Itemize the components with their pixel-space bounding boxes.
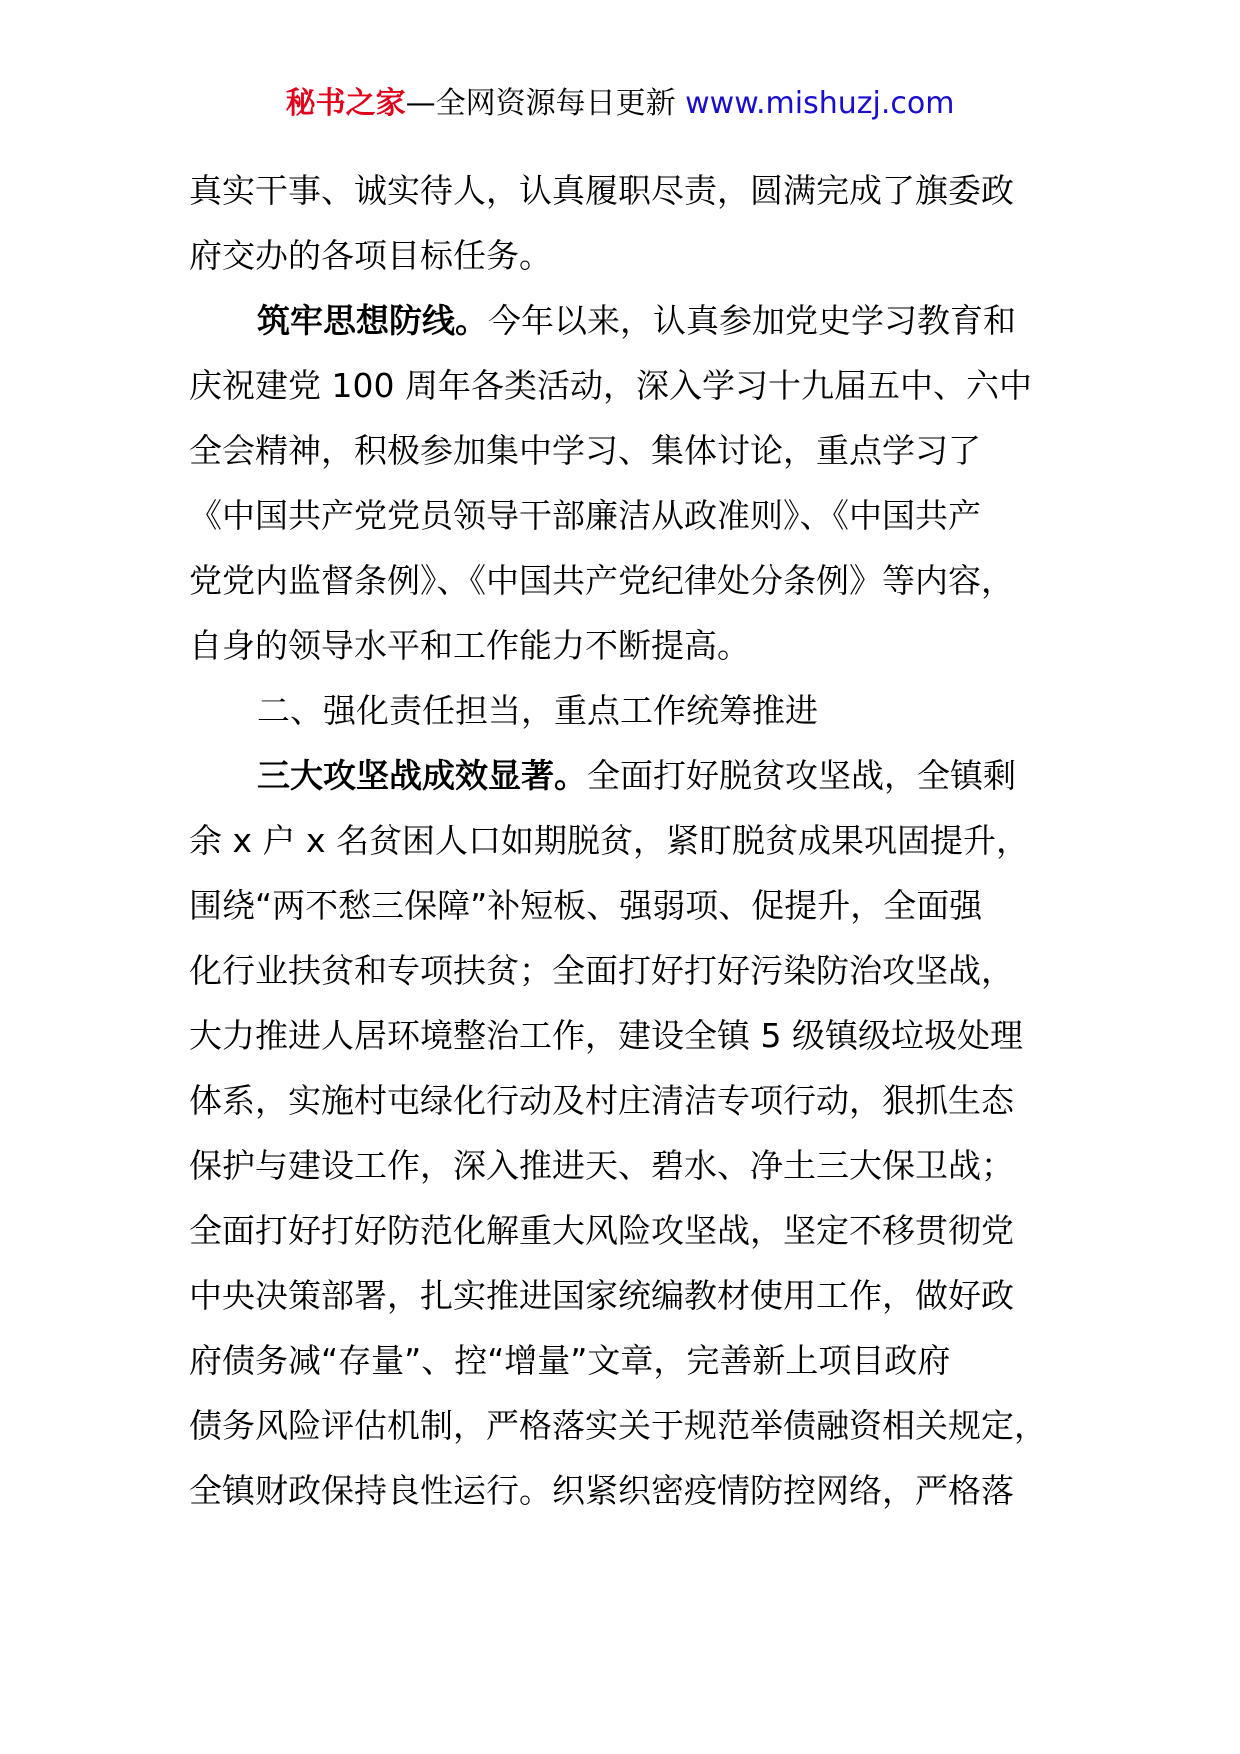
text-span: 今年以来，认真参加党史学习教育和 xyxy=(488,301,1016,340)
text-line: 围绕“两不愁三保障”补短板、强弱项、促提升，全面强 xyxy=(189,886,983,925)
text-line: 保护与建设工作，深入推进天、碧水、净土三大保卫战； xyxy=(189,1146,1014,1185)
page-header xyxy=(0,84,1240,124)
text-line xyxy=(189,288,1069,353)
text-line: 全会精神，积极参加集中学习、集体讨论，重点学习了 xyxy=(189,431,981,470)
text-line: 体系，实施村屯绿化行动及村庄清洁专项行动，狠抓生态 xyxy=(189,1081,1014,1120)
paragraph-ideological-defense xyxy=(189,288,1069,678)
section-heading: 二、强化责任担当，重点工作统筹推进 xyxy=(257,691,818,730)
text-line: 府债务减“存量”、控“增量”文章，完善新上项目政府 xyxy=(189,1341,951,1380)
text-line: 府交办的各项目标任务。 xyxy=(189,236,552,275)
paragraph-three-battles xyxy=(189,743,1069,1523)
header-tagline: —全网资源每日更新 xyxy=(405,86,676,121)
text-line: 大力推进人居环境整治工作，建设全镇 5 级镇级垃圾处理 xyxy=(189,1016,1023,1055)
text-line xyxy=(189,743,1069,808)
document-body xyxy=(189,158,1069,1523)
text-line: 庆祝建党 100 周年各类活动，深入学习十九届五中、六中 xyxy=(189,366,1032,405)
paragraph-1 xyxy=(189,158,1069,288)
text-line: 债务风险评估机制，严格落实关于规范举债融资相关规定， xyxy=(189,1406,1047,1445)
text-line: 党党内监督条例》、《中国共产党纪律处分条例》等内容， xyxy=(189,561,1014,600)
text-line: 全面打好打好防范化解重大风险攻坚战，坚定不移贯彻党 xyxy=(189,1211,1014,1250)
paragraph-heading: 三大攻坚战成效显著。 xyxy=(257,756,587,795)
text-line: 化行业扶贫和专项扶贫；全面打好打好污染防治攻坚战， xyxy=(189,951,1014,990)
header-url[interactable]: www.mishuzj.com xyxy=(685,86,955,121)
text-span: 全面打好脱贫攻坚战，全镇剩 xyxy=(587,756,1016,795)
paragraph-heading: 筑牢思想防线。 xyxy=(257,301,488,340)
text-line: 《中国共产党党员领导干部廉洁从政准则》、《中国共产 xyxy=(189,496,981,535)
text-line: 自身的领导水平和工作能力不断提高。 xyxy=(189,626,750,665)
text-line: 中央决策部署，扎实推进国家统编教材使用工作，做好政 xyxy=(189,1276,1014,1315)
text-line: 真实干事、诚实待人，认真履职尽责，圆满完成了旗委政 xyxy=(189,171,1014,210)
text-line: 余 x 户 x 名贫困人口如期脱贫，紧盯脱贫成果巩固提升， xyxy=(189,821,1030,860)
header-brand: 秘书之家 xyxy=(285,86,406,121)
text-line: 全镇财政保持良性运行。织紧织密疫情防控网络，严格落 xyxy=(189,1471,1014,1510)
